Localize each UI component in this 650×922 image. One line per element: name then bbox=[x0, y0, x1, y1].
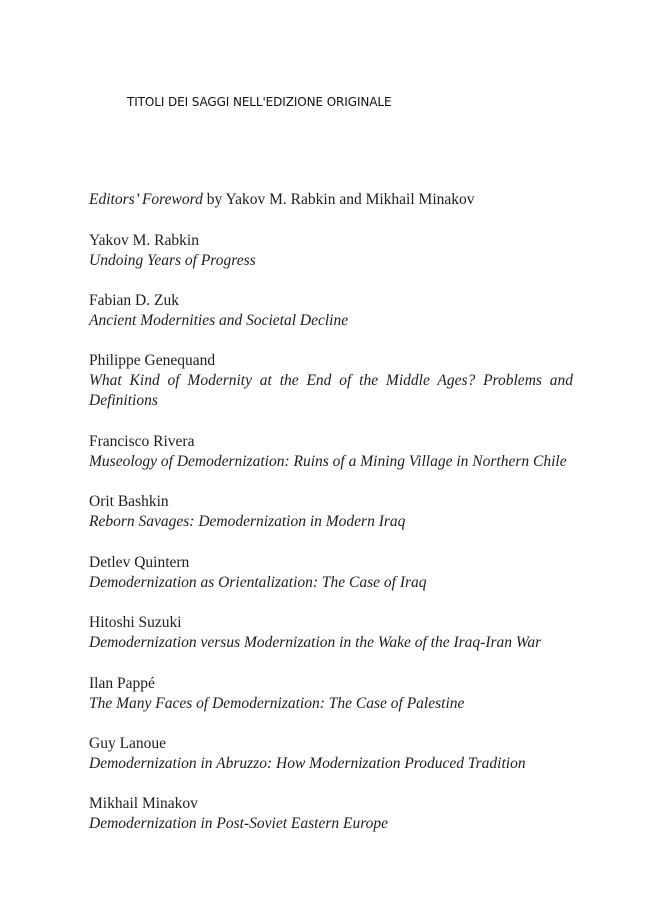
essay-author: Orit Bashkin bbox=[89, 493, 169, 510]
essay-author: Guy Lanoue bbox=[89, 735, 167, 752]
essay-entry bbox=[89, 291, 573, 331]
essay-entry bbox=[89, 351, 573, 411]
essay-entry bbox=[89, 432, 573, 472]
essay-title: Reborn Savages: Demodernization in Modern Iraq bbox=[89, 513, 406, 530]
essay-title: Demodernization as Orientalization: The Case of Iraq bbox=[89, 574, 427, 591]
essay-title: What Kind of Modernity at the End of the Middle Ages? Problems and Definitions bbox=[89, 372, 573, 409]
essay-title: The Many Faces of Demodernization: The Case of Palestine bbox=[89, 695, 465, 712]
foreword-editors: by Yakov M. Rabkin and Mikhail Minakov bbox=[202, 191, 475, 208]
essay-title: Museology of Demodernization: Ruins of a Mining Village in Northern Chile bbox=[89, 453, 567, 470]
essay-author: Ilan Pappé bbox=[89, 675, 155, 692]
essay-author: Philippe Genequand bbox=[89, 352, 216, 369]
essay-entry bbox=[89, 613, 573, 653]
essay-entry bbox=[89, 553, 573, 593]
essay-entry bbox=[89, 674, 573, 714]
essay-entry bbox=[89, 231, 573, 271]
essay-title: Ancient Modernities and Societal Decline bbox=[89, 312, 349, 329]
essay-entry bbox=[89, 734, 573, 774]
essay-title: Demodernization in Abruzzo: How Modernization Produced Tradition bbox=[89, 755, 526, 772]
essay-author: Detlev Quintern bbox=[89, 554, 190, 571]
essay-author: Yakov M. Rabkin bbox=[89, 232, 199, 249]
essay-title: Demodernization in Post-Soviet Eastern Europe bbox=[89, 815, 389, 832]
essay-author: Fabian D. Zuk bbox=[89, 292, 179, 309]
foreword-title: Editors’ Foreword bbox=[89, 191, 203, 208]
essay-author: Hitoshi Suzuki bbox=[89, 614, 182, 631]
essay-title: Undoing Years of Progress bbox=[89, 252, 256, 269]
essay-entry bbox=[89, 794, 573, 834]
essay-entry bbox=[89, 492, 573, 532]
page-heading: TITOLI DEI SAGGI NELL'EDIZIONE ORIGINALE bbox=[127, 95, 392, 109]
essay-author: Francisco Rivera bbox=[89, 433, 195, 450]
essay-author: Mikhail Minakov bbox=[89, 795, 198, 812]
foreword-line bbox=[89, 190, 573, 210]
essay-title: Demodernization versus Modernization in the Wake of the Iraq-Iran War bbox=[89, 634, 542, 651]
